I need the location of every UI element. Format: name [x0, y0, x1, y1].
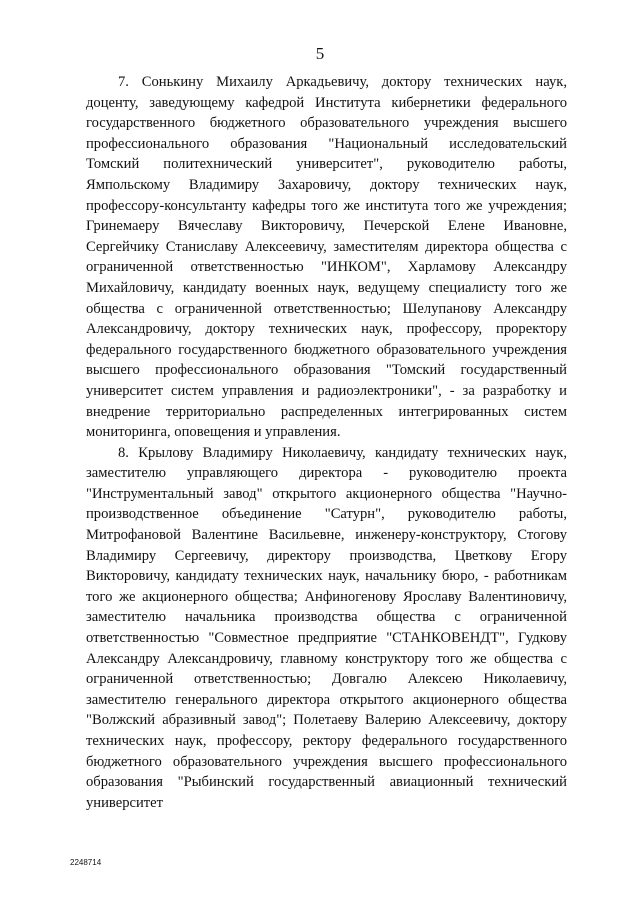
paragraph-7: 7. Сонькину Михаилу Аркадьевичу, доктору технических наук, доценту, заведующему кафедрой Института кибернетики федерального государственного бюджетного образовательного учреждения высшего профессионального образования "Национальный исследовательский Томский политехнический университет", руководителю работы, Ямпольскому Владимиру Захаровичу, доктору технических наук, профессору-консультанту кафедры того же института того же учреждения; Гринемаеру Вячеславу Викторовичу, Печерской Елене Ивановне, Сергейчику Станиславу Алексеевичу, заместителям директора общества с ограниченной ответственностью "ИНКОМ", Харламову Александру Михайловичу, кандидату военных наук, ведущему специалисту того же общества с ограниченной ответственностью; Шелупанову Александру Александровичу, доктору технических наук, профессору, проректору федерального государственного бюджетного образовательного учреждения высшего профессионального образования "Томский государственный университет систем управления и радиоэлектроники", - за разработку и внедрение территориально распределенных интегрированных систем мониторинга, оповещения и управления.	[86, 74, 567, 441]
document-body	[86, 72, 567, 813]
page-number: 5	[315, 44, 325, 63]
document-footer-code: 2248714	[70, 858, 102, 867]
paragraph-8: 8. Крылову Владимиру Николаевичу, кандидату технических наук, заместителю управляющего директора - руководителю проекта "Инструментальный завод" открытого акционерного общества "Научно-производственное объединение "Сатурн", руководителю работы, Митрофановой Валентине Васильевне, инженеру-конструктору, Стогову Владимиру Сергеевичу, директору производства, Цветкову Егору Викторовичу, кандидату технических наук, начальнику бюро, - работникам того же акционерного общества; Анфиногенову Ярославу Валентиновичу, заместителю начальника производства общества с ограниченной ответственностью "Совместное предприятие "СТАНКОВЕНДТ", Гудкову Александру Александровичу, главному конструктору того же общества с ограниченной ответственностью; Довгалю Алексею Николаевичу, заместителю генерального директора открытого акционерного общества "Волжский абразивный завод"; Полетаеву Валерию Алексеевичу, доктору технических наук, профессору, ректору федерального государственного бюджетного образовательного учреждения высшего профессионального образования "Рыбинский государственный авиационный технический университет	[86, 444, 567, 811]
